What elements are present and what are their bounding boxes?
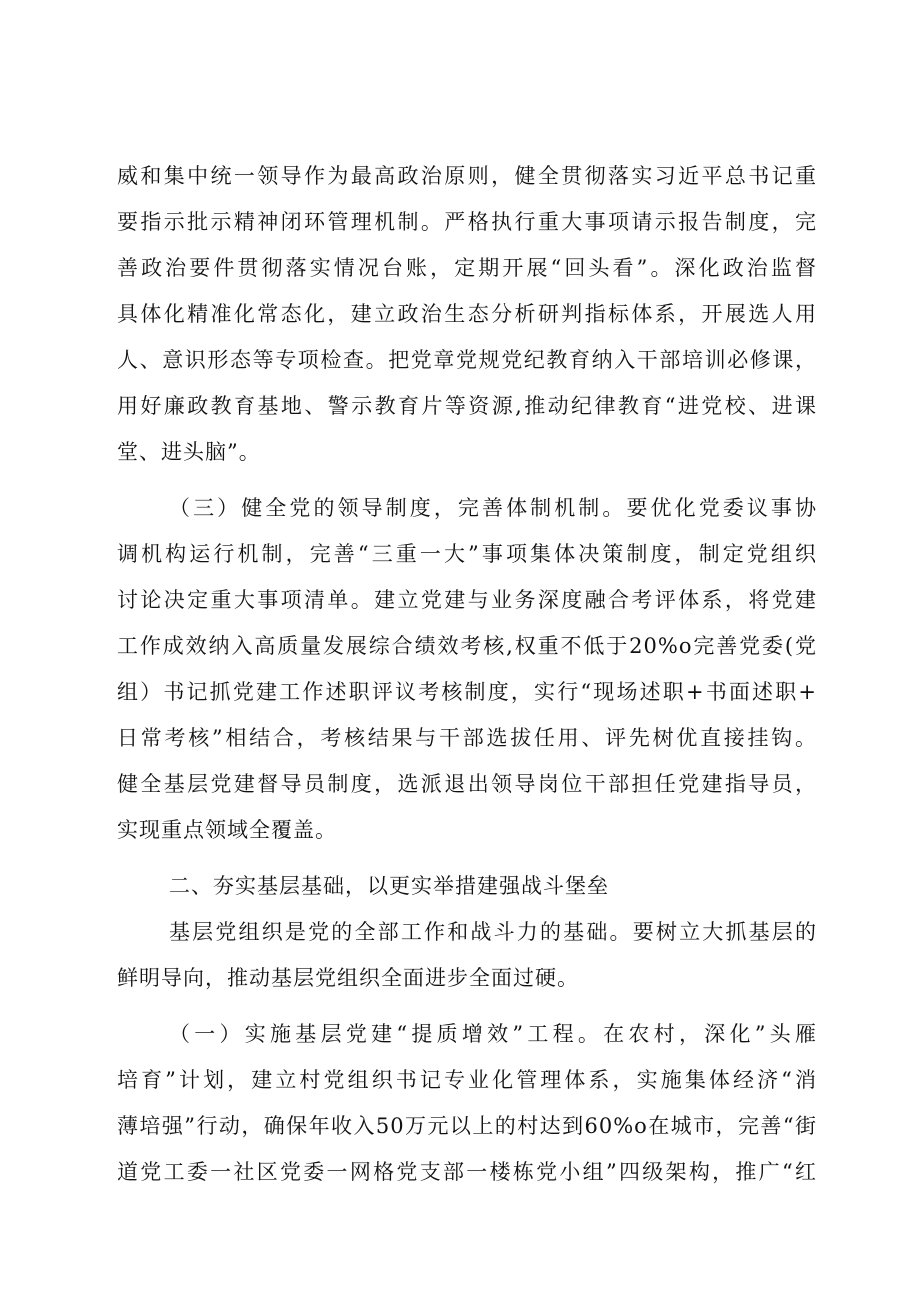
paragraph-line: 善政治要件贯彻落实情况台账，定期开展“回头看”。深化政治监督 (117, 256, 817, 280)
paragraph-line: 培育”计划，建立村党组织书记专业化管理体系，实施集体经济“消 (117, 1068, 817, 1092)
paragraph-line: 实现重点领域全覆盖。 (117, 818, 337, 842)
paragraph-line: 人、意识形态等专项检查。把党章党规党纪教育纳入干部培训必修课， (117, 348, 817, 372)
paragraph-line: 日常考核”相结合，考核结果与干部选拔任用、评先树优直接挂钩。 (117, 726, 817, 750)
paragraph-line: 组）书记抓党建工作述职评议考核制度，实行“现场述职+书面述职+ (117, 680, 817, 704)
paragraph-line: 薄培强”行动，确保年收入50万元以上的村达到60%o在城市，完善“街 (117, 1114, 817, 1138)
paragraph-line: 工作成效纳入高质量发展综合绩效考核,权重不低于20%o完善党委(党 (117, 634, 817, 658)
paragraph-line: 基层党组织是党的全部工作和战斗力的基础。要树立大抓基层的 (169, 920, 817, 944)
paragraph-line: 具体化精准化常态化，建立政治生态分析研判指标体系，开展选人用 (117, 302, 817, 326)
paragraph-line: 要指示批示精神闭环管理机制。严格执行重大事项请示报告制度，完 (117, 210, 817, 234)
paragraph-line: 调机构运行机制，完善“三重一大”事项集体决策制度，制定党组织 (117, 542, 817, 566)
paragraph-line: 健全基层党建督导员制度，选派退出领导岗位干部担任党建指导员， (117, 772, 817, 796)
section-heading-line: （一）实施基层党建“提质增效”工程。在农村，深化”头雁 (169, 1022, 817, 1046)
paragraph-line: 威和集中统一领导作为最高政治原则，健全贯彻落实习近平总书记重 (117, 164, 817, 188)
paragraph-line: 用好廉政教育基地、警示教育片等资源,推动纪律教育“进党校、进课 (117, 394, 817, 418)
document-body (117, 153, 817, 1195)
chapter-heading: 二、夯实基层基础，以更实举措建强战斗堡垒 (169, 874, 609, 898)
paragraph-line: 鲜明导向，推动基层党组织全面进步全面过硬。 (117, 966, 579, 990)
paragraph-line: 讨论决定重大事项清单。建立党建与业务深度融合考评体系，将党建 (117, 588, 817, 612)
paragraph-line: 道党工委一社区党委一网格党支部一楼栋党小组”四级架构，推广“红 (117, 1160, 817, 1184)
section-heading-line: （三）健全党的领导制度，完善体制机制。要优化党委议事协 (169, 496, 817, 520)
paragraph-line: 堂、进头脑”。 (117, 440, 261, 464)
